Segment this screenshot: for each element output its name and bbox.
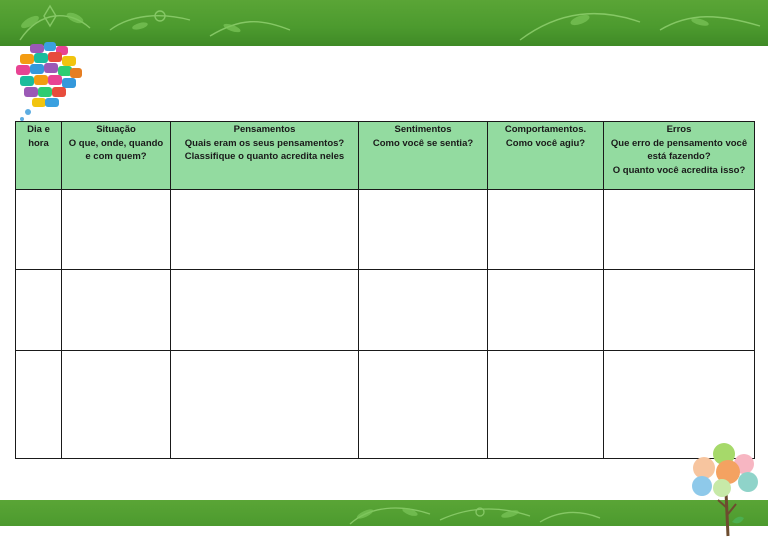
thought-record-table [15,121,755,459]
cell-comportamentos[interactable] [488,270,604,350]
cell-pensamentos[interactable] [171,350,359,458]
header-dia-e-hora: Dia e hora [16,122,62,190]
cell-situacao[interactable] [62,350,171,458]
table-row [16,270,755,350]
header-erros: Erros Que erro de pensamento você está fazendo? O quanto você acredita isso? [604,122,755,190]
leaf-pattern-icon [0,500,768,526]
cell-situacao[interactable] [62,190,171,270]
table-row [16,350,755,458]
cell-dia-hora[interactable] [16,190,62,270]
speech-bubbles-icon [12,40,88,122]
bottom-strip [0,526,768,543]
leaf-pattern-icon [0,0,768,46]
top-banner [0,0,768,46]
header-comportamentos: Comportamentos. Como você agiu? [488,122,604,190]
cell-comportamentos[interactable] [488,190,604,270]
cell-erros[interactable] [604,270,755,350]
header-pensamentos: Pensamentos Quais eram os seus pensamentos? Classifique o quanto acredita neles [171,122,359,190]
cell-dia-hora[interactable] [16,270,62,350]
tree-icon [688,442,768,538]
cell-pensamentos[interactable] [171,270,359,350]
table-header-row [16,122,755,190]
bottom-banner [0,500,768,526]
cell-dia-hora[interactable] [16,350,62,458]
cell-sentimentos[interactable] [359,350,488,458]
header-situacao: Situação O que, onde, quando e com quem? [62,122,171,190]
cell-sentimentos[interactable] [359,190,488,270]
cell-sentimentos[interactable] [359,270,488,350]
table-row [16,190,755,270]
cell-pensamentos[interactable] [171,190,359,270]
cell-erros[interactable] [604,190,755,270]
cell-situacao[interactable] [62,270,171,350]
cell-comportamentos[interactable] [488,350,604,458]
header-sentimentos: Sentimentos Como você se sentia? [359,122,488,190]
